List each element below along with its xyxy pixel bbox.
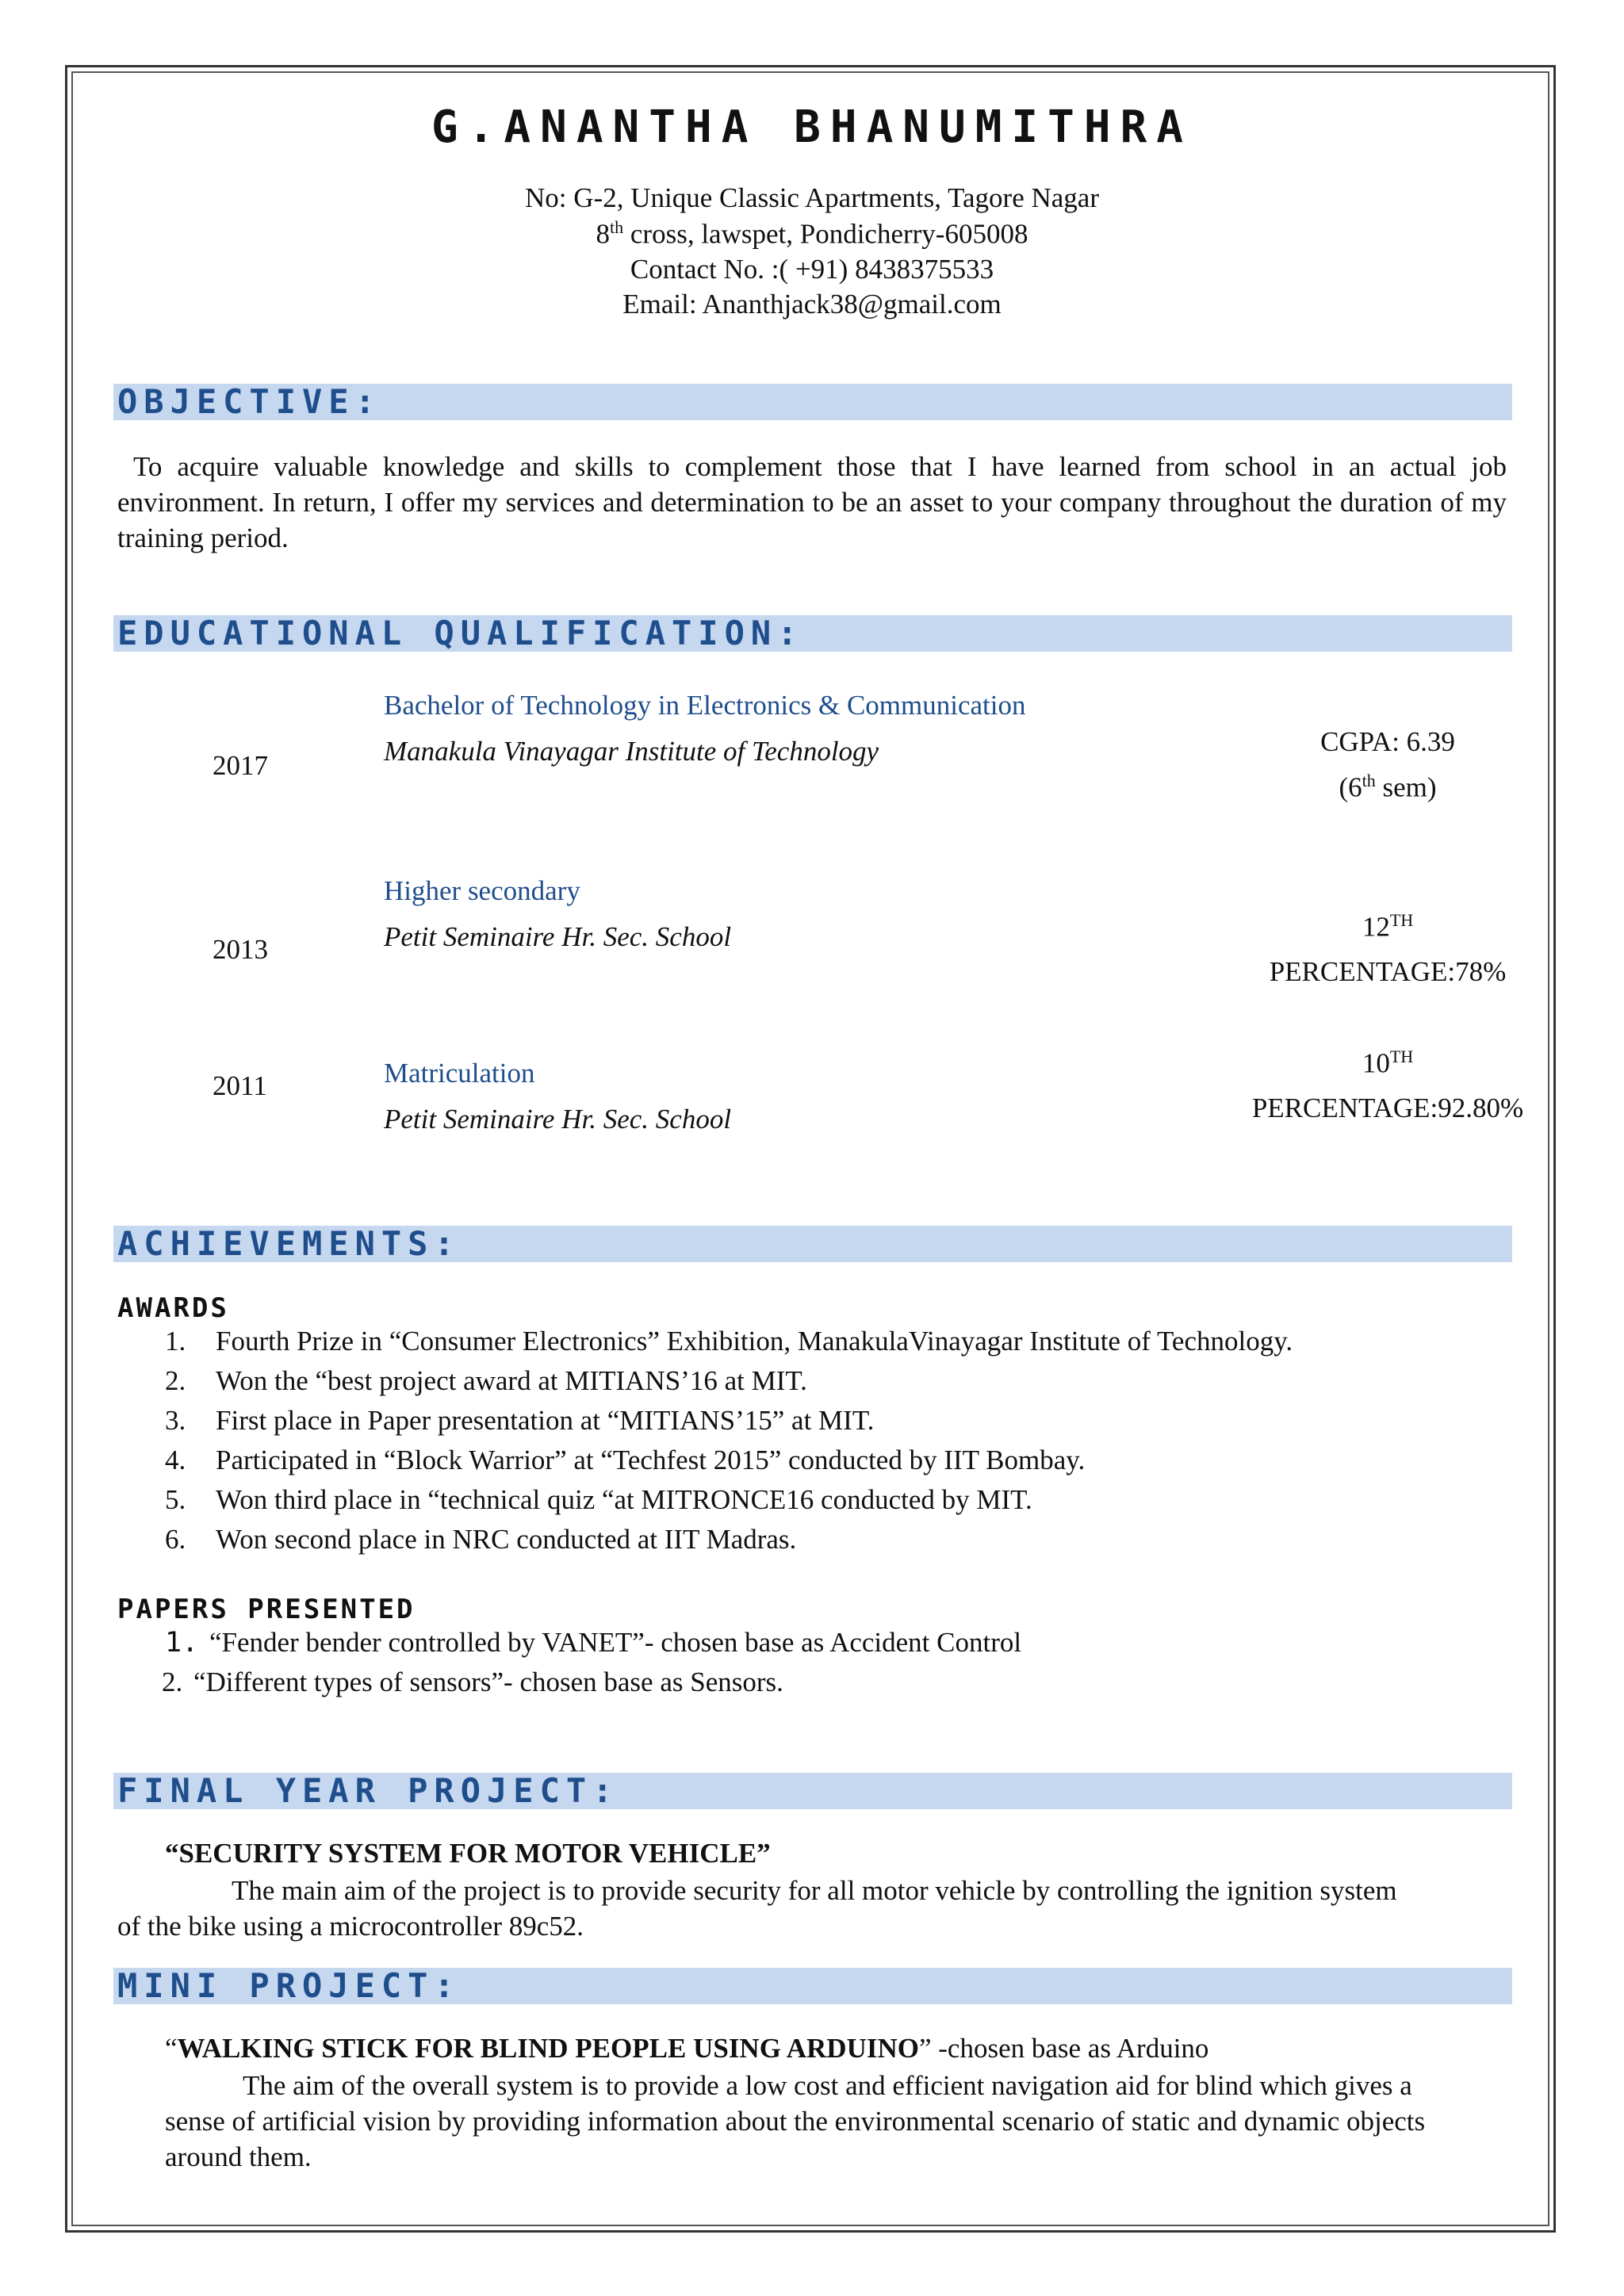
address-line-1: No: G-2, Unique Classic Apartments, Tagore Nagar xyxy=(525,182,1099,213)
final-project-heading: FINAL YEAR PROJECT: xyxy=(117,1771,619,1810)
address-line-2: 8th cross, lawspet, Pondicherry-605008 xyxy=(596,217,1028,250)
institution-mvit: Manakula Vinayagar Institute of Technology xyxy=(384,736,879,767)
objective-text: To acquire valuable knowledge and skills to complement those that I have learned from school in an actual job environment. In return, I offer my services and determination to be an asset to your company throughout the duration of my training period. xyxy=(117,451,1507,553)
award-item: 6. Won second place in NRC conducted at IIT Madras. xyxy=(165,1524,797,1555)
mini-project-description: The aim of the overall system is to provide a low cost and efficient navigation aid for blind which gives a sense of artificial vision by providing information about the environmental scenario of static and dynamic objects around them. xyxy=(165,2070,1426,2172)
year-2011: 2011 xyxy=(213,1070,267,1101)
contact-number: Contact No. :( +91) 8438375533 xyxy=(630,254,994,285)
degree-btech: Bachelor of Technology in Electronics & Communication xyxy=(384,690,1026,721)
score-12th: 12TH xyxy=(1362,910,1414,943)
institution-petit-seminaire-2: Petit Seminaire Hr. Sec. School xyxy=(384,1104,732,1135)
paper-item: 2. “Different types of sensors”- chosen base as Sensors. xyxy=(162,1667,783,1697)
final-project-name: “SECURITY SYSTEM FOR MOTOR VEHICLE” xyxy=(165,1838,771,1869)
candidate-name: G.ANANTHA BHANUMITHRA xyxy=(431,101,1193,153)
score-percentage-78: PERCENTAGE:78% xyxy=(1269,956,1507,987)
score-cgpa: CGPA: 6.39 xyxy=(1320,726,1455,757)
objective-heading: OBJECTIVE: xyxy=(117,382,381,421)
year-2013: 2013 xyxy=(213,934,268,965)
mini-project-name: “WALKING STICK FOR BLIND PEOPLE USING ARDUINO” -chosen base as Arduino xyxy=(165,2033,1209,2064)
score-10th: 10TH xyxy=(1362,1047,1414,1079)
award-item: 3. First place in Paper presentation at “MITIANS’15” at MIT. xyxy=(165,1405,875,1436)
mini-project-heading: MINI PROJECT: xyxy=(117,1966,461,2005)
award-item: 1. Fourth Prize in “Consumer Electronics” Exhibition, ManakulaVinayagar Institute of Technology. xyxy=(165,1326,1293,1357)
paper-item: 1. “Fender bender controlled by VANET”- chosen base as Accident Control xyxy=(165,1627,1022,1659)
year-2017: 2017 xyxy=(213,750,268,781)
award-item: 2. Won the “best project award at MITIANS’16 at MIT. xyxy=(165,1365,807,1396)
papers-subheading: PAPERS PRESENTED xyxy=(117,1594,416,1625)
email-address: Email: Ananthjack38@gmail.com xyxy=(622,289,1002,320)
score-semester: (6th sem) xyxy=(1339,771,1437,803)
achievements-heading: ACHIEVEMENTS: xyxy=(117,1224,461,1263)
awards-subheading: AWARDS xyxy=(117,1292,229,1324)
award-item: 4. Participated in “Block Warrior” at “Techfest 2015” conducted by IIT Bombay. xyxy=(165,1445,1086,1475)
degree-higher-secondary: Higher secondary xyxy=(384,875,580,906)
award-item: 5. Won third place in “technical quiz “at MITRONCE16 conducted by MIT. xyxy=(165,1484,1032,1515)
score-percentage-92: PERCENTAGE:92.80% xyxy=(1251,1093,1524,1123)
education-heading: EDUCATIONAL QUALIFICATION: xyxy=(117,614,804,652)
final-project-description: The main aim of the project is to provide security for all motor vehicle by controlling the ignition system of the bike using a microcontroller 89c52. xyxy=(117,1875,1397,1942)
degree-matriculation: Matriculation xyxy=(384,1058,535,1089)
institution-petit-seminaire-1: Petit Seminaire Hr. Sec. School xyxy=(384,921,732,952)
